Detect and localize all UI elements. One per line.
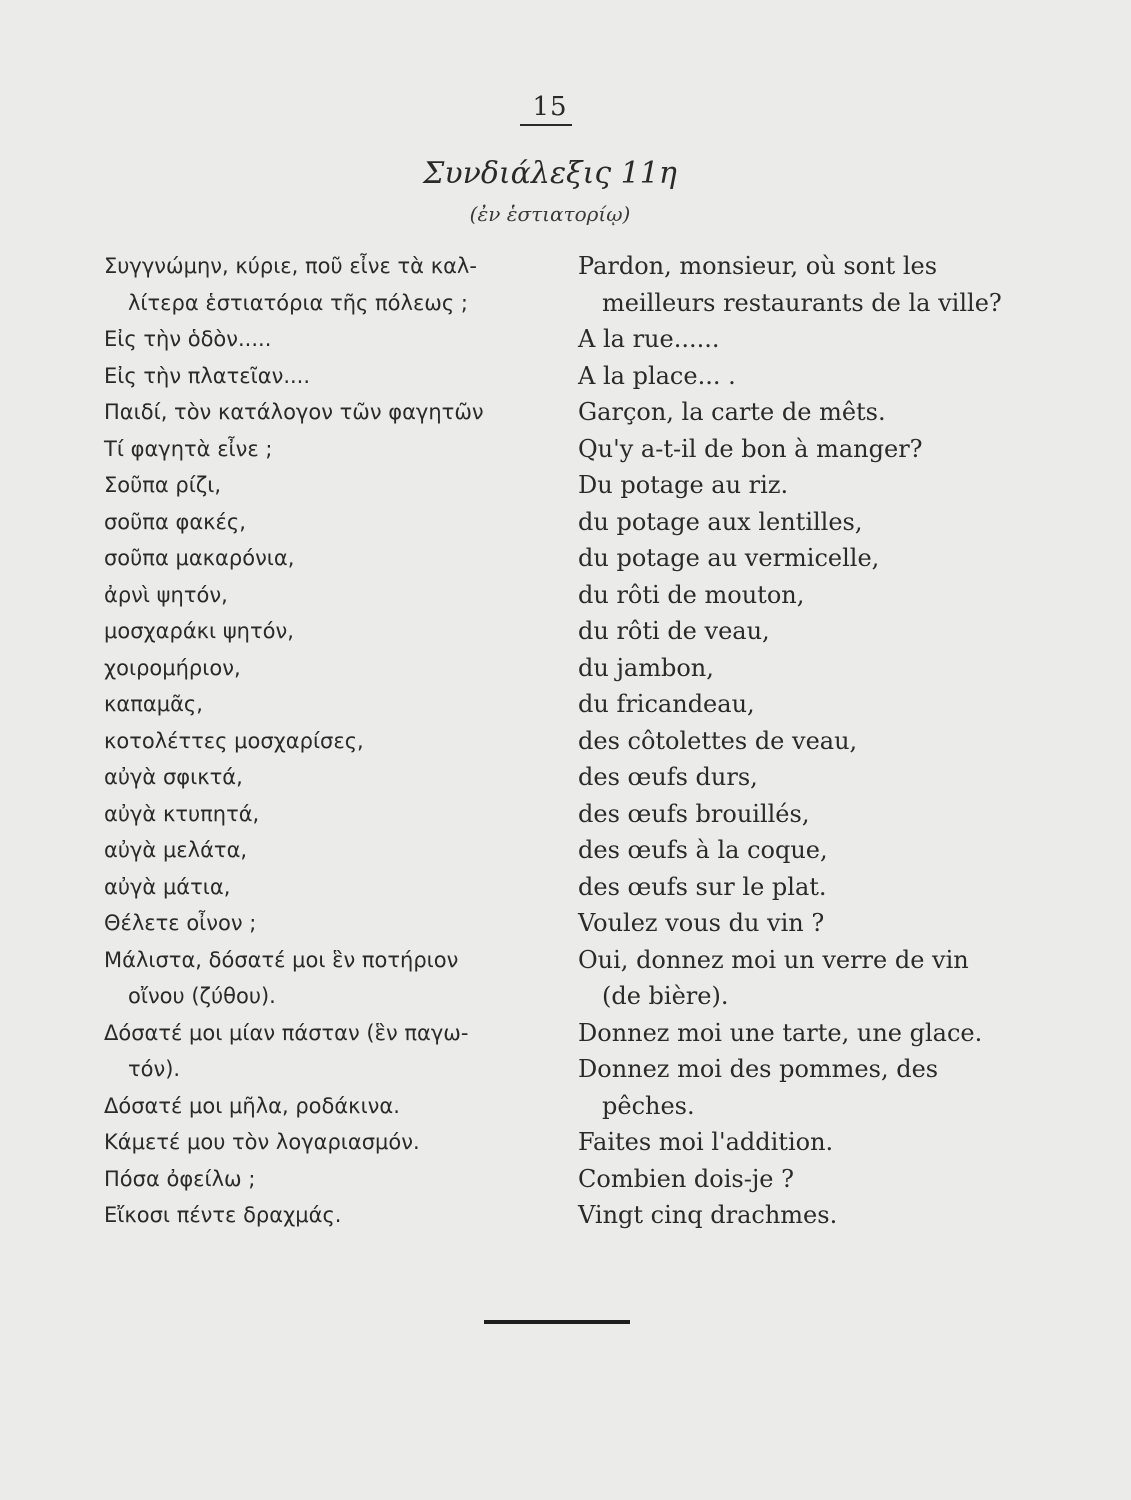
greek-line: Παιδί, τὸν κατάλογον τῶν φαγητῶν <box>104 400 484 424</box>
french-line: du potage au vermicelle, <box>578 544 880 572</box>
dialogue-title: Συνδιάλεξις 11η <box>423 156 677 191</box>
greek-line: μοσχαράκι ψητόν, <box>104 619 294 643</box>
french-line: Donnez moi des pommes, des <box>578 1055 939 1083</box>
french-line: Vingt cinq drachmes. <box>578 1201 838 1229</box>
french-line: meilleurs restaurants de la ville? <box>602 288 1002 317</box>
greek-line: τόν). <box>128 1057 181 1081</box>
greek-line: ἀρνὶ ψητόν, <box>104 582 228 607</box>
french-line: des côtolettes de veau, <box>578 726 858 755</box>
french-line: du fricandeau, <box>578 690 755 718</box>
page-number-underline <box>520 124 572 126</box>
french-line: des œufs sur le plat. <box>578 872 827 901</box>
greek-line: Εἰς τὴν ὁδὸν..... <box>104 327 272 351</box>
greek-line: καπαμᾶς, <box>104 692 203 716</box>
greek-line: Τί φαγητὰ εἶνε ; <box>104 436 273 461</box>
greek-column <box>104 248 574 1234</box>
french-line: Pardon, monsieur, où sont les <box>578 252 938 280</box>
greek-line: οἴνου (ζύθου). <box>128 984 276 1008</box>
french-line: des œufs durs, <box>578 763 758 791</box>
greek-line: Δόσατέ μοι μίαν πάσταν (ἓν παγω- <box>104 1020 469 1045</box>
french-line: Faites moi l'addition. <box>578 1128 834 1156</box>
french-line: Voulez vous du vin ? <box>578 909 825 937</box>
french-line: Du potage au riz. <box>578 471 789 499</box>
greek-line: Κάμετέ μου τὸν λογαριασμόν. <box>104 1130 420 1154</box>
greek-line: αὐγὰ μάτια, <box>104 874 231 899</box>
french-line: des œufs à la coque, <box>578 836 828 864</box>
french-line: du potage aux lentilles, <box>578 507 863 536</box>
greek-line: σοῦπα φακές, <box>104 509 246 534</box>
french-line: Donnez moi une tarte, une glace. <box>578 1018 983 1047</box>
dialogue-subtitle: (ἐν ἑστιατορίῳ) <box>469 202 631 226</box>
greek-line: Σοῦπα ρίζι, <box>104 473 222 497</box>
french-line: du rôti de veau, <box>578 617 770 645</box>
french-line: (de bière). <box>602 982 729 1010</box>
french-line: du jambon, <box>578 653 714 682</box>
french-column <box>578 248 1028 1234</box>
french-line: Oui, donnez moi un verre de vin <box>578 945 969 974</box>
greek-line: Εἴκοσι πέντε δραχμάς. <box>104 1203 342 1227</box>
section-end-rule <box>484 1320 630 1324</box>
greek-line: αὐγὰ σφικτά, <box>104 765 243 789</box>
greek-line: Εἰς τὴν πλατεῖαν.... <box>104 363 311 388</box>
french-line: A la place... . <box>578 361 736 390</box>
greek-line: Συγγνώμην, κύριε, ποῦ εἶνε τὰ καλ- <box>104 254 477 278</box>
page-number: 15 <box>532 92 568 122</box>
french-line: Garçon, la carte de mêts. <box>578 398 886 426</box>
greek-line: κοτολέττες μοσχαρίσες, <box>104 728 364 753</box>
greek-line: χοιρομήριον, <box>104 655 241 680</box>
greek-line: αὐγὰ μελάτα, <box>104 838 248 862</box>
greek-line: αὐγὰ κτυπητά, <box>104 801 260 826</box>
greek-line: λίτερα ἑστιατόρια τῆς πόλεως ; <box>128 290 468 315</box>
french-line: du rôti de mouton, <box>578 580 805 609</box>
greek-line: Θέλετε οἶνον ; <box>104 911 257 935</box>
french-line: pêches. <box>602 1091 695 1120</box>
greek-line: Δόσατέ μοι μῆλα, ροδάκινα. <box>104 1093 400 1118</box>
french-line: Combien dois-je ? <box>578 1164 794 1193</box>
french-line: des œufs brouillés, <box>578 799 810 828</box>
greek-line: Μάλιστα, δόσατέ μοι ἓν ποτήριον <box>104 947 459 972</box>
greek-line: σοῦπα μακαρόνια, <box>104 546 295 570</box>
french-line: Qu'y a-t-il de bon à manger? <box>578 434 923 463</box>
greek-line: Πόσα ὀφείλω ; <box>104 1166 256 1191</box>
french-line: A la rue...... <box>578 325 720 353</box>
